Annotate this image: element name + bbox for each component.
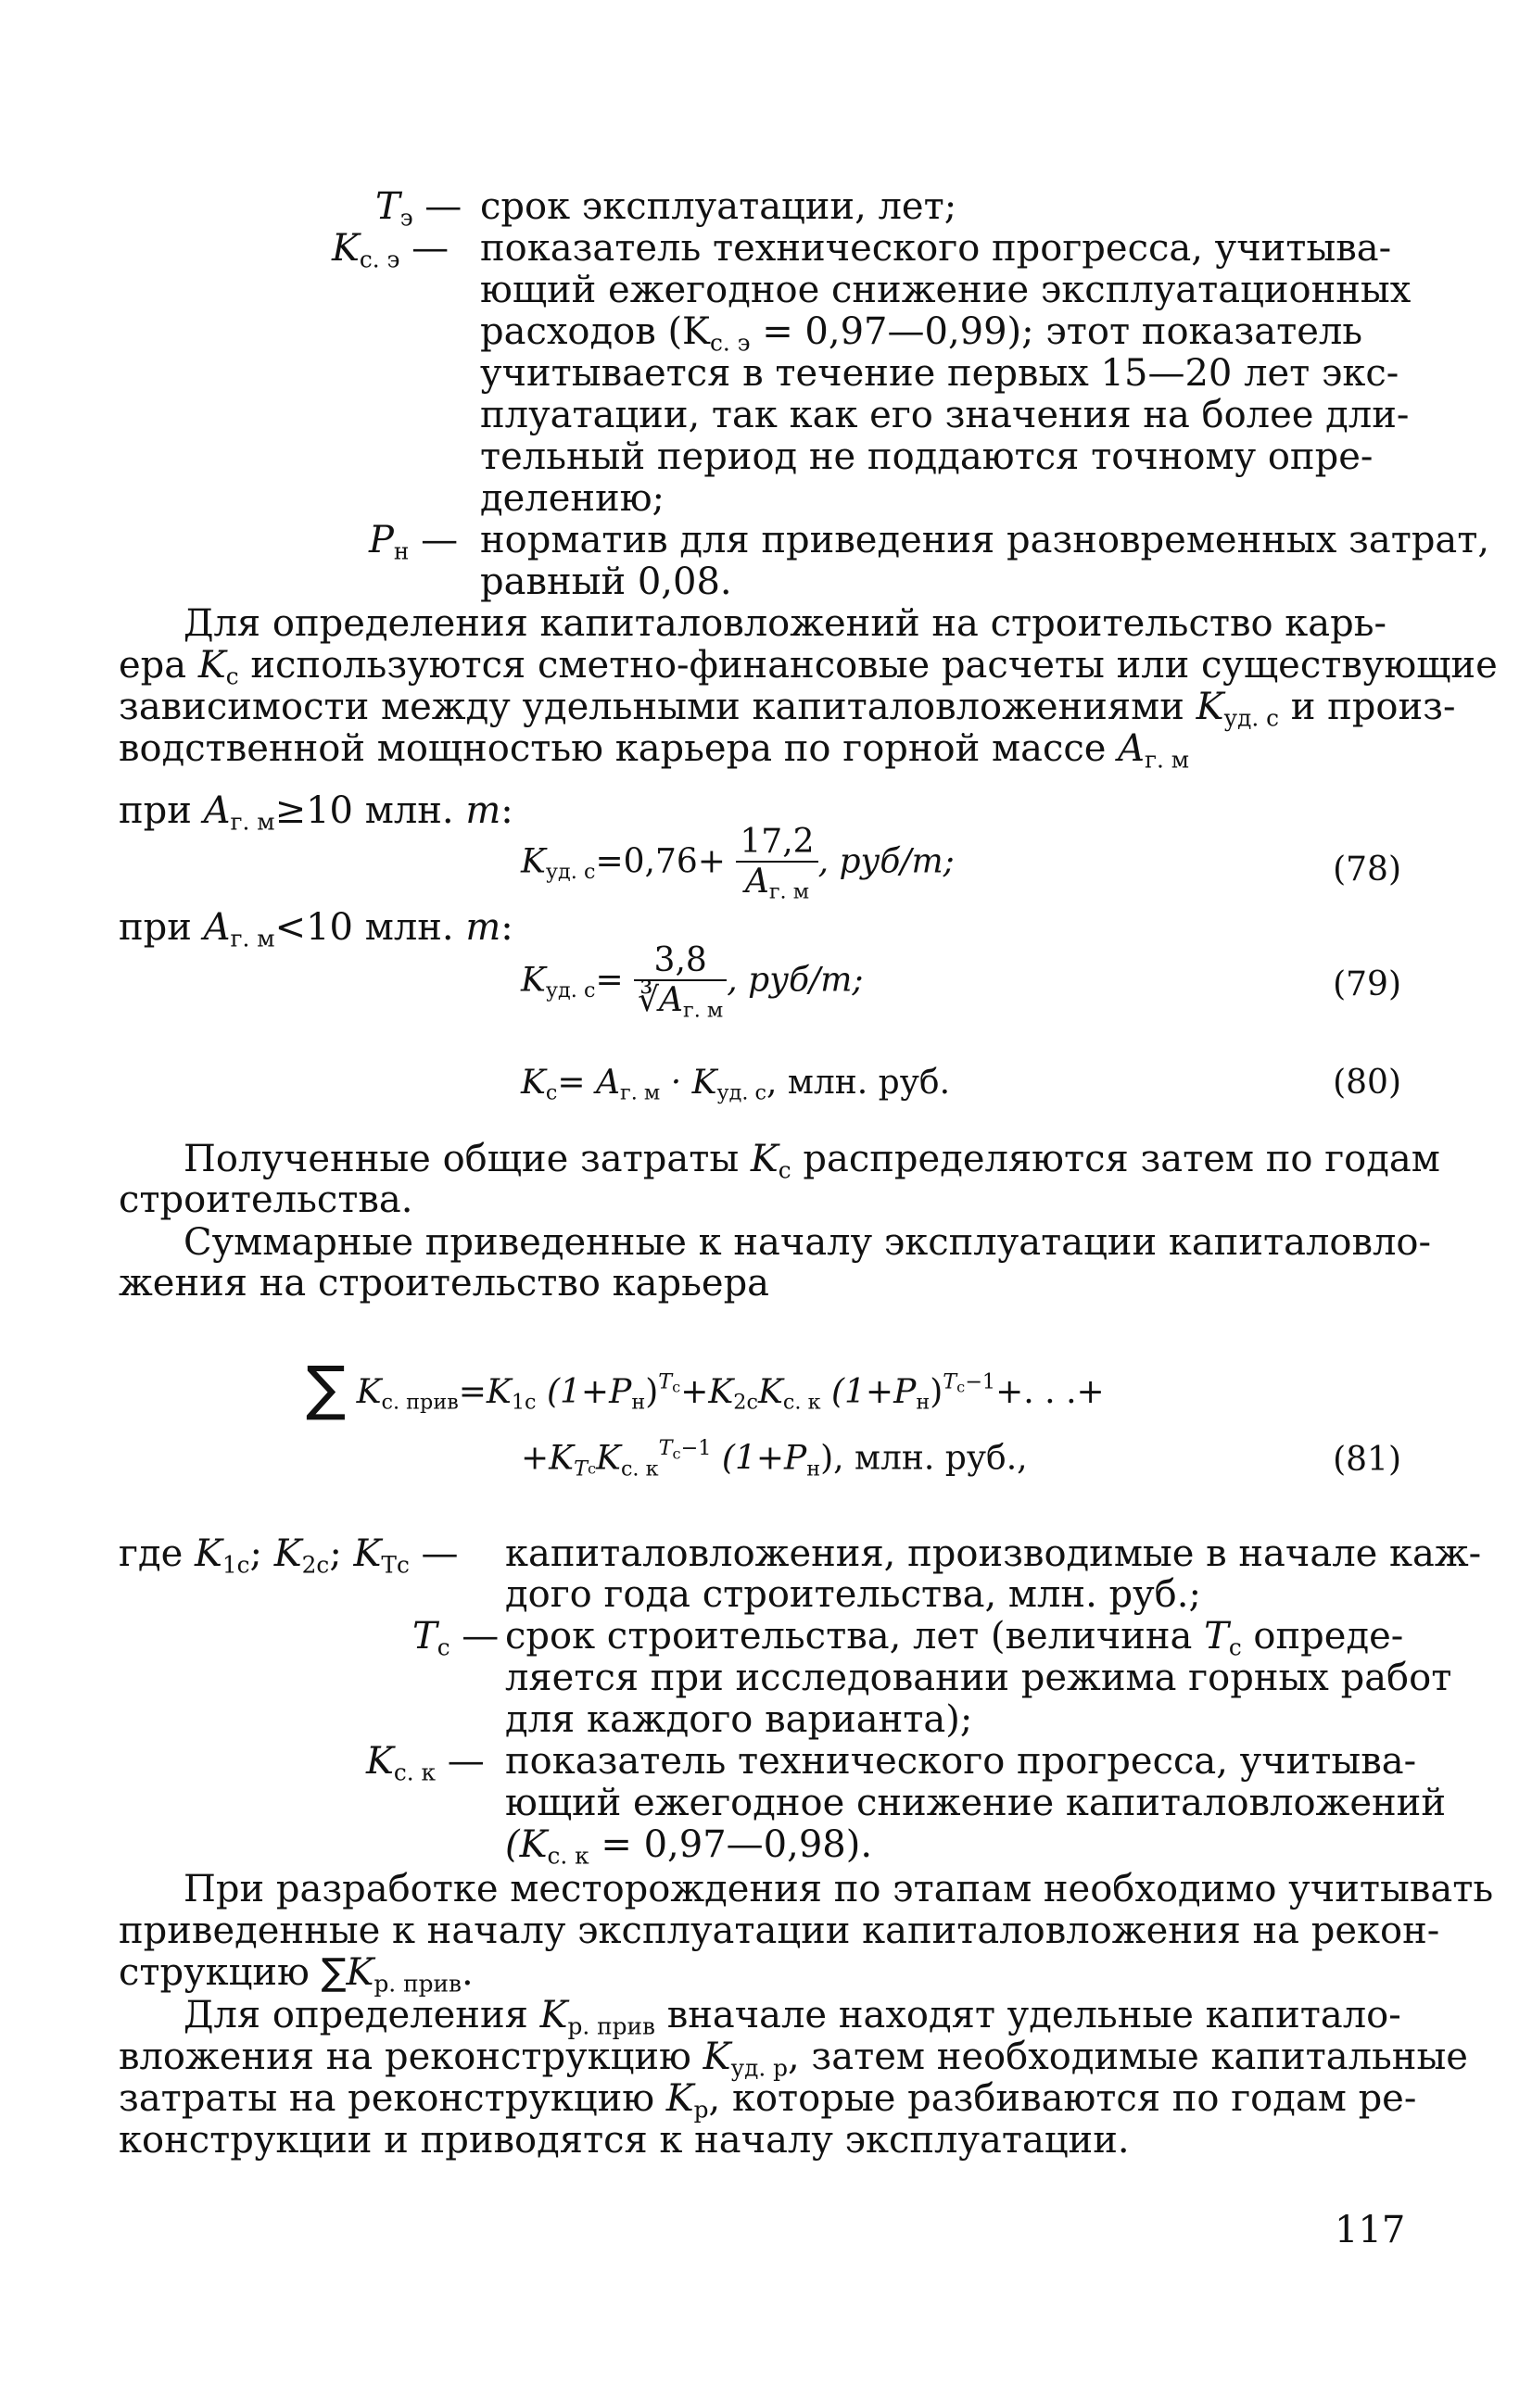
def-kse-line-2: ющий ежегодное снижение эксплуатационных (480, 269, 1412, 311)
where-line-2: дого года строительства, млн. руб.; (505, 1573, 1201, 1616)
def-tc-line-2: ляется при исследовании режима горных работ (505, 1657, 1452, 1699)
symbol: T (375, 185, 400, 228)
condition-2: при $A_{г. м}<10$ млн. т: (119, 906, 513, 952)
def-pn-line-2: равный 0,08. (480, 561, 732, 603)
where-line-1: капиталовложения, производимые в начале каж- (505, 1532, 1482, 1575)
equation-81-number: (81) (1333, 1441, 1401, 1479)
def-tc-line-1: срок строительства, лет (величина $T_с$ опреде- (505, 1615, 1404, 1661)
def-te: $T_э$ — (375, 185, 462, 232)
equation-79-number: (79) (1333, 965, 1401, 1003)
fraction: $\frac{17,2}{A_{г. м}}$ (736, 823, 817, 905)
def-kse-line-3: расходов ($K_{с. э}$ = 0,97—0,99); этот показатель (480, 310, 1363, 357)
para1-line-2: ера $K_с$ используются сметно-финансовые расчеты или существующие (119, 644, 1498, 690)
def-kse-line-6: тельный период не поддаются точному опре- (480, 435, 1374, 478)
equation-79: $K_{уд. с}=$ $\frac{3,8}{∛A_{г. м}}$ , руб/т; (521, 941, 864, 1024)
def-kse-line-4: учитывается в течение первых 15—20 лет экс- (480, 352, 1399, 395)
def-kse-line-7: делению; (480, 477, 665, 520)
equation-78-number: (78) (1333, 851, 1401, 889)
def-pn: $P_н$ — (369, 519, 459, 565)
where-clause: где $K_{1с}$; $K_{2с}$; $K_{Tс}$ — (119, 1532, 459, 1579)
def-te-text: срок эксплуатации, лет; (480, 185, 957, 228)
equation-80-number: (80) (1333, 1064, 1401, 1102)
para2-line-2: строительства. (119, 1179, 413, 1221)
def-kse-line-1: показатель технического прогресса, учитыва- (480, 227, 1392, 270)
para3-line-2: жения на строительство карьера (119, 1262, 770, 1305)
para5-line-4: конструкции и приводятся к началу эксплуатации. (119, 2119, 1130, 2162)
para5-line-2: вложения на реконструкцию $K_{уд. р}$, затем необходимые капитальные (119, 2036, 1468, 2082)
para5-line-3: затраты на реконструкцию $K_р$, которые разбиваются по годам ре- (119, 2077, 1417, 2124)
def-tc-line-3: для каждого варианта); (505, 1698, 973, 1741)
para4-line-3: струкцию $\sum K_{р. прив}$. (119, 1951, 474, 1998)
def-kck-line-1: показатель технического прогресса, учитыва- (505, 1740, 1417, 1783)
para1-line-4: водственной мощностью карьера по горной массе $A_{г. м}$ (119, 727, 1190, 774)
def-kck: $K_{с. к}$ — (366, 1740, 485, 1786)
para3-line-1: Суммарные приведенные к началу эксплуатации капиталовло- (184, 1221, 1431, 1264)
def-tc: $T_с$ — (412, 1615, 500, 1661)
def-kse-line-5: плуатации, так как его значения на более дли- (480, 394, 1410, 436)
equation-81-row-2: $+K_{Tс}K_{с. к}^{Tс-1}$ $(1+P_н)$, млн. руб., (521, 1436, 1028, 1481)
para1-line-3: зависимости между удельными капиталовложениями $K_{уд. с}$ и произ- (119, 686, 1456, 732)
page-number: 117 (1335, 2209, 1406, 2251)
fraction: $\frac{3,8}{∛A_{г. м}}$ (634, 941, 727, 1024)
def-kse: $K_{с. э}$ — (332, 227, 449, 273)
para5-line-1: Для определения $K_{р. прив}$ вначале находят удельные капитало- (184, 1994, 1401, 2040)
equation-78: $K_{уд. с}=0,76+$ $\frac{17,2}{A_{г. м}}$ , руб/т; (521, 823, 955, 905)
def-kck-line-2: ющий ежегодное снижение капиталовложений (505, 1782, 1446, 1824)
equation-81-row-1: ∑ $K_{с. прив}=K_{1с}$ $(1+P_н)^{Tс}+K_{2с}K_{с. к}$ $(1+P_н)^{Tс-1}+$. . .+ (306, 1355, 1105, 1423)
equation-80: $K_с= A_{г. м} \cdot K_{уд. с}$, млн. руб. (521, 1064, 951, 1105)
def-kck-line-3: ($K_{с. к}$ = 0,97—0,98). (505, 1823, 873, 1870)
condition-1: при $A_{г. м}\ge 10$ млн. т: (119, 789, 513, 836)
para4-line-1: При разработке месторождения по этапам необходимо учитывать (184, 1868, 1494, 1910)
para4-line-2: приведенные к началу эксплуатации капиталовложения на рекон- (119, 1910, 1440, 1952)
def-pn-line-1: норматив для приведения разновременных затрат, (480, 519, 1490, 561)
para2-line-1: Полученные общие затраты $K_с$ распределяются затем по годам (184, 1138, 1440, 1184)
para1-line-1: Для определения капиталовложений на строительство карь- (184, 602, 1387, 645)
